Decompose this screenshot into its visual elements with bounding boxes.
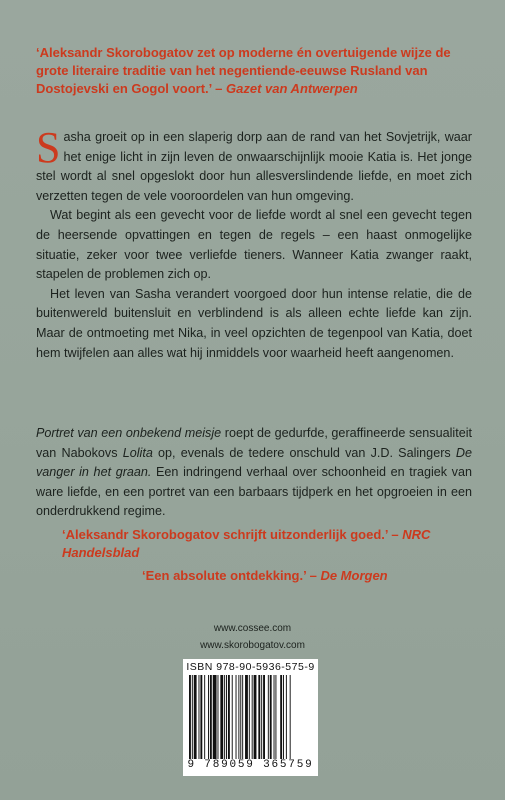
barcode-bar xyxy=(274,675,275,759)
blurb-paragraph-4: Portret van een onbekend meisje roept de gedurfde, geraffineerde sensualiteit van Nabokovs Lolita op, evenals de tedere onschuld van J.D. Salingers De vanger in het graan. Een indringend verhaal over schoonheid en tragiek van ware liefde, en een portret van een barbaars tijdperk en het opgroeien in een onderdrukkend regime. xyxy=(36,426,473,519)
barcode-bar xyxy=(245,675,248,759)
ref-vanger: De vanger in het graan. xyxy=(36,445,472,480)
barcode-bar xyxy=(283,675,284,759)
drop-cap: S xyxy=(36,123,61,172)
barcode-bar xyxy=(275,675,276,759)
barcode-bar xyxy=(280,675,282,759)
publisher-url[interactable]: www.cossee.com xyxy=(213,623,292,634)
barcode-bar xyxy=(261,675,262,759)
review-quote-nrc xyxy=(62,526,482,562)
review-quote-gazet xyxy=(36,44,476,98)
barcode-bar xyxy=(220,675,223,759)
barcode-bar xyxy=(194,675,197,759)
barcode-bar xyxy=(249,675,250,759)
barcode-bar xyxy=(238,675,239,759)
quote-text: ‘Aleksandr Skorobogatov schrijft uitzonderlijk goed.’ xyxy=(62,527,388,542)
blurb-paragraph-3: Het leven van Sasha verandert voorgoed door hun intense relatie, die de buitenwereld buitensluit en verblindend is als alleen echte liefde kan zijn. Maar de ontmoeting met Nika, in veel opzichten de tegenpool van Katia, doet hem twijfelen aan alles wat hij inmiddels voor waarheid heeft aangenomen. xyxy=(36,286,472,360)
isbn-barcode xyxy=(183,659,318,776)
barcode-bar xyxy=(199,675,200,759)
barcode-bar xyxy=(286,675,287,759)
barcode-bar xyxy=(268,675,269,759)
blurb-text xyxy=(36,123,472,363)
barcode-bar xyxy=(224,675,225,759)
barcode-bar xyxy=(210,675,212,759)
quote-source: Gazet van Antwerpen xyxy=(226,81,358,96)
quote-text: ‘Aleksandr Skorobogatov zet op moderne én overtuigende wijze de grote literaire traditie van het negentiende-eeuwse Rusland van Dostojevski en Gogol voort.’ xyxy=(36,45,451,96)
quote-source: NRC Handelsblad xyxy=(62,527,431,560)
barcode-bar xyxy=(254,675,257,759)
ean-digits: 9 789059 365759 xyxy=(187,759,314,771)
ref-lolita: Lolita xyxy=(122,445,153,460)
barcode-bar xyxy=(263,675,265,759)
barcode-bar xyxy=(228,675,230,759)
barcode-bar xyxy=(192,675,193,759)
blurb-paragraph-1: Sasha groeit op in een slaperig dorp aan de rand van het Sovjetrijk, waar het enige licht in zijn leven de onwaarschijnlijk mooie Katia is. Het jonge stel wordt al snel opgeslokt door hun allesverslindende liefde, en moet zich verzetten tegen de vele vooroordelen van hun omgeving. xyxy=(36,123,472,203)
barcode-bar xyxy=(236,675,237,759)
barcode-bar xyxy=(242,675,243,759)
barcode-bar xyxy=(240,675,241,759)
barcode-bar xyxy=(290,675,291,759)
barcode-bar xyxy=(232,675,233,759)
isbn-label: ISBN 978-90-5936-575-9 xyxy=(186,661,315,673)
author-url[interactable]: www.skorobogatov.com xyxy=(200,640,305,651)
barcode-bar xyxy=(200,675,202,759)
barcode-bars xyxy=(189,675,312,759)
barcode-bar xyxy=(208,675,209,759)
barcode-bar xyxy=(218,675,219,759)
barcode-bar xyxy=(258,675,260,759)
quote-source: De Morgen xyxy=(320,568,388,583)
review-quote-morgen xyxy=(142,567,402,585)
barcode-bar xyxy=(226,675,227,759)
quote-dash: – xyxy=(211,81,227,96)
barcode-bar xyxy=(252,675,253,759)
barcode-bar xyxy=(204,675,205,759)
barcode-bar xyxy=(189,675,191,759)
blurb-comparison xyxy=(36,424,472,522)
quote-dash: – xyxy=(387,527,403,542)
blurb-paragraph-2: Wat begint als een gevecht voor de liefde wordt al snel een gevecht tegen de heersende opvattingen en tegen de regels – een haast onmogelijke situatie, zeker voor twee verliefde tieners. Wanneer Katia zwanger raakt, stapelen de problemen zich op. xyxy=(36,208,472,282)
book-title: Portret van een onbekend meisje xyxy=(36,426,222,440)
barcode-bar xyxy=(213,675,217,759)
quote-dash: – xyxy=(305,568,321,583)
barcode-bar xyxy=(270,675,272,759)
quote-text: ‘Een absolute ontdekking.’ xyxy=(142,568,306,583)
